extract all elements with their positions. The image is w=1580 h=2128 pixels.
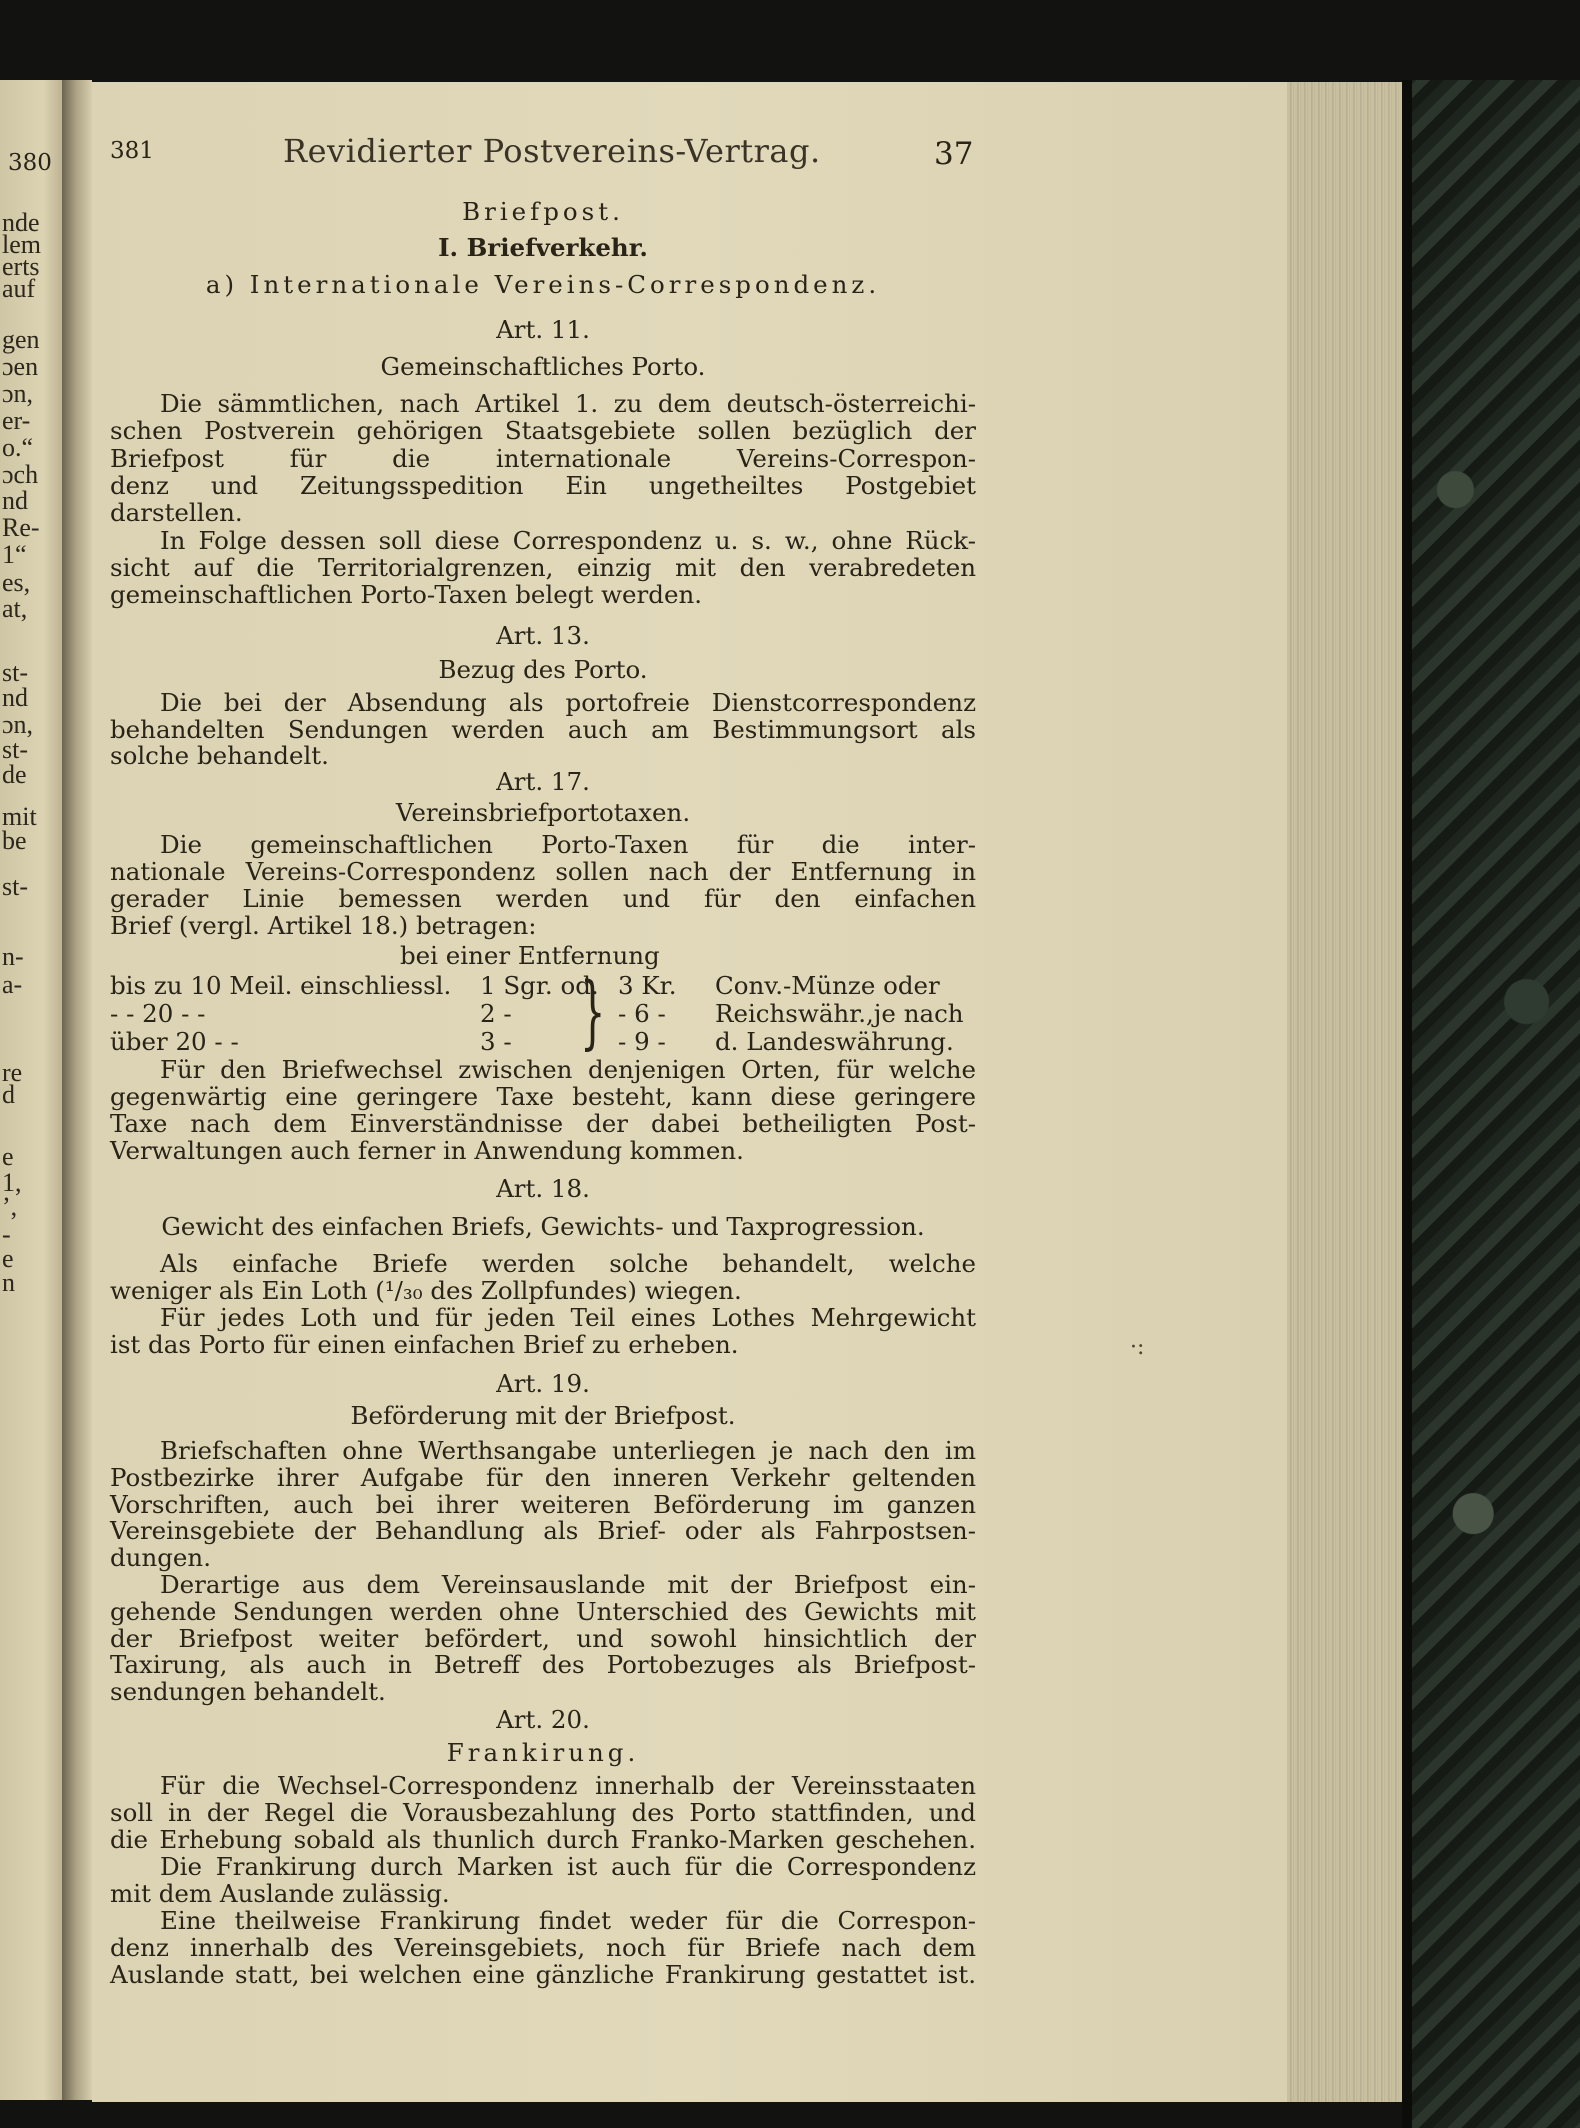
text-line: gegenwärtig eine geringere Taxe besteht, kann diese geringere xyxy=(110,1082,976,1111)
previous-page-fragment: st- xyxy=(2,735,28,764)
article-title-20: Frankirung. xyxy=(446,1738,640,1767)
text-line: Derartige aus dem Vereinsauslande mit der Briefpost ein- xyxy=(160,1570,976,1599)
previous-page-fragment: ’, xyxy=(2,1192,18,1221)
previous-page-fragment: st- xyxy=(2,658,28,687)
previous-page-fragment: es, xyxy=(2,568,31,597)
article-number-17: Art. 17. xyxy=(496,767,590,796)
previous-page-fragment: nd xyxy=(2,486,28,515)
text-line: sicht auf die Territorialgrenzen, einzig mit den verabredeten xyxy=(110,552,976,582)
text-line: nationale Vereins-Correspondenz sollen nach der Entfernung in xyxy=(110,857,976,886)
text-line: solche behandelt. xyxy=(110,741,329,770)
text-line: gerader Linie bemessen werden und für den einfachen xyxy=(110,884,976,913)
previous-page-fragment: er- xyxy=(2,406,31,435)
text-line: Die gemeinschaftlichen Porto-Taxen für die inter- xyxy=(160,830,976,859)
previous-page-fragment: lem xyxy=(2,230,41,259)
previous-page-fragment: 1, xyxy=(2,1168,22,1197)
article-title-13: Bezug des Porto. xyxy=(438,655,648,684)
article-title-17: Vereinsbriefportotaxen. xyxy=(395,798,691,827)
text-line: In Folge dessen soll diese Correspondenz u. s. w., ohne Rück- xyxy=(160,525,976,555)
previous-page-fragment: st- xyxy=(2,872,28,901)
previous-page-number: 380 xyxy=(8,150,52,176)
cover-spine-edge xyxy=(1402,80,1412,2128)
text-line: Briefschaften ohne Werthsangabe unterliegen je nach den im xyxy=(160,1436,976,1465)
text-line: ist das Porto für einen einfachen Brief zu erheben. xyxy=(110,1330,739,1359)
section-heading-part-a: a) Internationale Vereins-Correspondenz. xyxy=(205,270,881,299)
text-line: dungen. xyxy=(110,1543,211,1573)
previous-page-fragment: re xyxy=(2,1058,23,1087)
tariff-cell-dist: über 20 - - xyxy=(110,1027,239,1056)
tariff-header: bei einer Entfernung xyxy=(400,941,660,970)
previous-page-fragment: auf xyxy=(2,274,36,303)
book-gutter xyxy=(62,80,92,2100)
previous-page-edge xyxy=(0,80,62,2100)
text-line: Taxirung, als auch in Betreff des Portobezuges als Briefpost- xyxy=(110,1650,976,1680)
article-number-11: Art. 11. xyxy=(496,315,590,344)
tariff-cell-kr: - 6 - xyxy=(618,999,666,1028)
text-line: Für den Briefwechsel zwischen denjenigen Orten, für welche xyxy=(160,1055,976,1084)
previous-page-fragment: erts xyxy=(2,252,40,281)
page-number: 37 xyxy=(934,136,974,172)
text-line: Postbezirke ihrer Aufgabe für den inneren Verkehr geltenden xyxy=(110,1462,976,1492)
text-line: der Briefpost weiter befördert, und sowohl hinsichtlich der xyxy=(110,1623,976,1653)
text-line: Vereinsgebiete der Behandlung als Brief- oder als Fahrpostsen- xyxy=(110,1516,976,1546)
text-line: denz und Zeitungsspedition Ein ungetheiltes Postgebiet xyxy=(110,470,976,500)
text-line: mit dem Auslande zulässig. xyxy=(110,1879,450,1908)
previous-page-fragment: ɔn, xyxy=(2,379,34,408)
previous-page-fragment: nd xyxy=(2,683,28,712)
text-line: denz innerhalb des Vereinsgebiets, noch für Briefe nach dem xyxy=(110,1933,976,1962)
tariff-cell-sgr: 2 - xyxy=(480,999,512,1028)
margin-mark: ·: xyxy=(1130,1335,1145,1360)
previous-page-fragment: n xyxy=(2,1268,15,1297)
previous-page-fragment: ɔn, xyxy=(2,710,34,739)
text-line: Auslande statt, bei welchen eine gänzliche Frankirung gestattet ist. xyxy=(110,1960,976,1989)
previous-page-fragment: a- xyxy=(2,970,23,999)
article-title-19: Beförderung mit der Briefpost. xyxy=(350,1401,736,1430)
text-line: Die bei der Absendung als portofreie Dienstcorrespondenz xyxy=(160,688,976,717)
previous-page-fragment: e xyxy=(2,1244,14,1273)
tariff-cell-sgr: 3 - xyxy=(480,1027,512,1056)
text-line: Briefpost für die internationale Vereins-Correspon- xyxy=(110,443,976,473)
article-number-13: Art. 13. xyxy=(496,621,590,650)
tariff-brace: } xyxy=(580,965,606,1058)
previous-page-fragment: - xyxy=(2,1220,11,1249)
marbled-cover xyxy=(1402,80,1580,2128)
previous-page-fragment: be xyxy=(2,826,27,855)
tariff-cell-kr: 3 Kr. xyxy=(618,971,677,1000)
section-heading-briefpost: Briefpost. xyxy=(462,197,624,226)
section-heading-part1: I. Briefverkehr. xyxy=(438,233,648,262)
previous-page-fragment: mit xyxy=(2,802,37,831)
text-line: weniger als Ein Loth (¹/₃₀ des Zollpfundes) wiegen. xyxy=(110,1276,742,1305)
text-line: Für die Wechsel-Correspondenz innerhalb der Vereinsstaaten xyxy=(160,1771,976,1800)
text-line: Brief (vergl. Artikel 18.) betragen: xyxy=(110,911,537,940)
article-title-18: Gewicht des einfachen Briefs, Gewichts- und Taxprogression. xyxy=(161,1212,925,1241)
text-line: behandelten Sendungen werden auch am Bestimmungsort als xyxy=(110,714,976,744)
previous-page-fragment: d xyxy=(2,1080,15,1109)
text-line: die Erhebung sobald als thunlich durch Franko-Marken geschehen. xyxy=(110,1825,976,1854)
tariff-cell-note: Reichswähr.,je nach xyxy=(715,999,964,1028)
tariff-cell-note: d. Landeswährung. xyxy=(715,1027,954,1056)
text-line: gehende Sendungen werden ohne Unterschied des Gewichts mit xyxy=(110,1596,976,1626)
tariff-cell-kr: - 9 - xyxy=(618,1027,666,1056)
text-line: Taxe nach dem Einverständnisse der dabei betheiligten Post- xyxy=(110,1109,976,1138)
previous-page-fragment: n- xyxy=(2,942,24,971)
previous-page-fragment: ɔch xyxy=(2,460,39,489)
text-line: schen Postverein gehörigen Staatsgebiete sollen bezüglich der xyxy=(110,416,976,446)
previous-page-fragment: Re- xyxy=(2,513,40,542)
article-number-20: Art. 20. xyxy=(496,1705,590,1734)
previous-page-fragment: ɔen xyxy=(2,352,39,381)
text-line: Für jedes Loth und für jeden Teil eines Lothes Mehrgewicht xyxy=(160,1303,976,1332)
text-line: Eine theilweise Frankirung findet weder für die Correspon- xyxy=(160,1906,976,1935)
article-title-11: Gemeinschaftliches Porto. xyxy=(380,352,706,381)
text-line: Die Frankirung durch Marken ist auch für die Correspondenz xyxy=(160,1852,976,1881)
text-line: soll in der Regel die Vorausbezahlung des Porto stattfinden, und xyxy=(110,1798,976,1827)
previous-page-fragment: o.“ xyxy=(2,433,34,462)
original-page-number: 381 xyxy=(110,138,154,164)
previous-page-fragment: nde xyxy=(2,208,40,237)
previous-page-fragment: 1“ xyxy=(2,540,27,569)
previous-page-fragment: gen xyxy=(2,325,40,354)
text-line: darstellen. xyxy=(110,498,243,528)
text-line: Die sämmtlichen, nach Artikel 1. zu dem deutsch-österreichi- xyxy=(160,389,976,418)
tariff-cell-dist: bis zu 10 Meil. einschliessl. xyxy=(110,971,452,1000)
previous-page-fragment: at, xyxy=(2,594,28,623)
previous-page-fragment: de xyxy=(2,760,27,789)
article-number-19: Art. 19. xyxy=(496,1369,590,1398)
page-edges xyxy=(1287,82,1402,2102)
text-line: Als einfache Briefe werden solche behandelt, welche xyxy=(160,1249,976,1278)
text-line: sendungen behandelt. xyxy=(110,1677,386,1707)
previous-page-fragment: e xyxy=(2,1142,14,1171)
running-title: Revidierter Postvereins-Vertrag. xyxy=(283,132,821,170)
text-line: Vorschriften, auch bei ihrer weiteren Beförderung im ganzen xyxy=(110,1489,976,1519)
tariff-cell-dist: - - 20 - - xyxy=(110,999,206,1028)
tariff-cell-sgr: 1 Sgr. od. xyxy=(480,971,599,1000)
text-line: gemeinschaftlichen Porto-Taxen belegt werden. xyxy=(110,580,703,610)
text-line: Verwaltungen auch ferner in Anwendung kommen. xyxy=(110,1136,744,1165)
article-number-18: Art. 18. xyxy=(496,1174,590,1203)
tariff-cell-note: Conv.-Münze oder xyxy=(715,971,940,1000)
